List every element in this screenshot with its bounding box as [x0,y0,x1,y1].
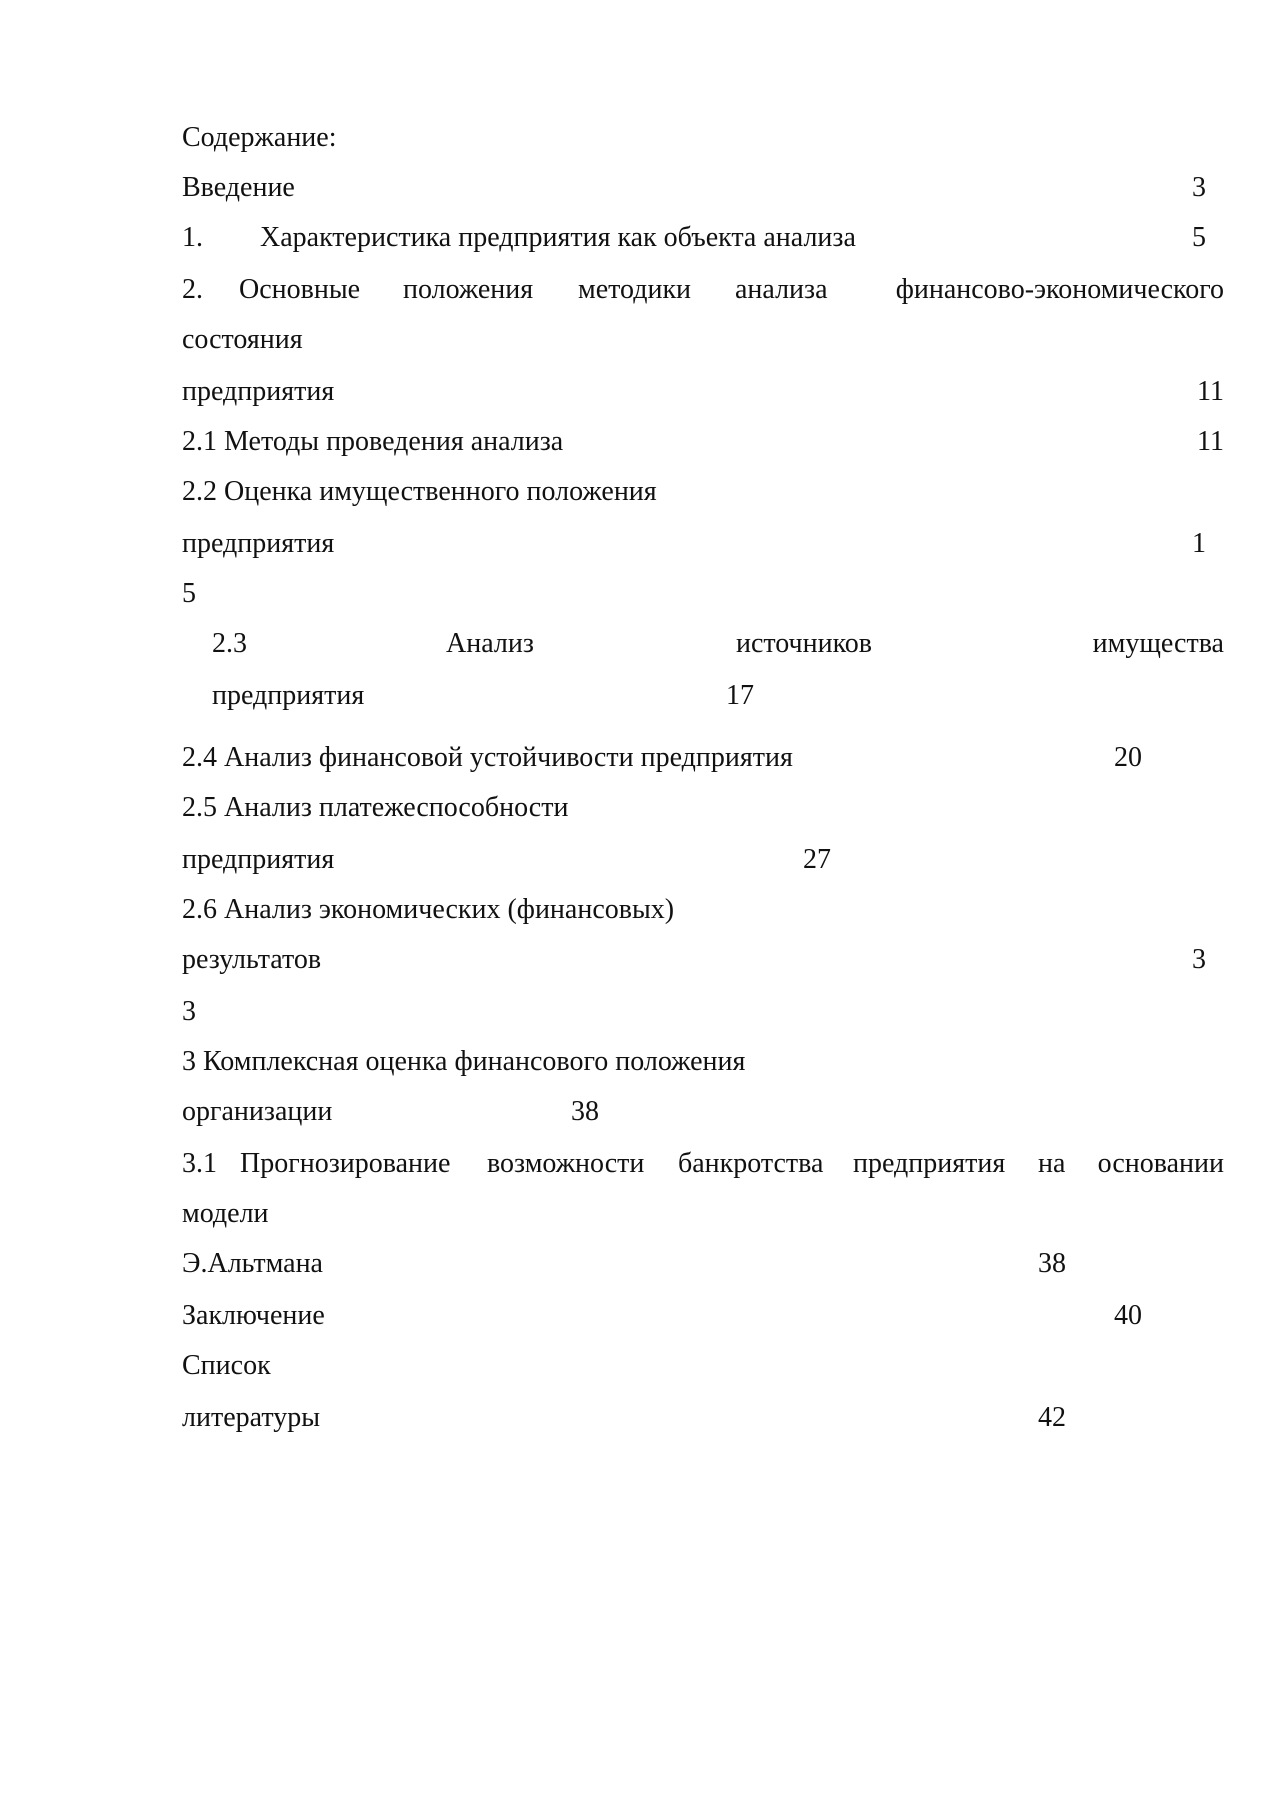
toc-s2-line3: предприятия [182,376,335,407]
toc-s23-line2: предприятия [212,680,365,711]
toc-s2-word: положения [403,274,534,305]
toc-s26-line1: 2.6 Анализ экономических (финансовых) [182,894,675,925]
toc-intro-label: Введение [182,172,295,203]
toc-s31-line2: модели [182,1198,269,1229]
toc-s31-word: предприятия [853,1148,1006,1179]
toc-s24-label: 2.4 Анализ финансовой устойчивости предприятия [182,742,793,773]
toc-s23-word: имущества [1092,628,1224,659]
toc-s1-number: 1. [182,222,203,253]
toc-s23-page: 17 [726,680,754,711]
toc-s31-page: 38 [1038,1248,1066,1279]
toc-s24-page: 20 [1114,742,1142,773]
toc-s31-line3: Э.Альтмана [182,1248,323,1279]
toc-heading: Содержание: [182,122,337,153]
toc-s1-label: Характеристика предприятия как объекта анализа [260,222,856,253]
toc-s1-page: 5 [1192,222,1206,253]
toc-s31-word: 3.1 [182,1148,217,1179]
toc-s22-page-part2: 5 [182,578,196,609]
toc-s31-word: основании [1097,1148,1224,1179]
toc-s23-word: источников [736,628,873,659]
toc-s31-word: банкротства [678,1148,824,1179]
toc-s2-line2: состояния [182,324,303,355]
toc-s2-page: 11 [1197,376,1224,407]
toc-s2-word: Основные [239,274,361,305]
toc-s3-line1: 3 Комплексная оценка финансового положения [182,1046,746,1077]
toc-s26-page-part2: 3 [182,996,196,1027]
toc-s23-word: Анализ [446,628,534,659]
toc-s23-word: 2.3 [212,628,247,659]
toc-s25-page: 27 [803,844,831,875]
toc-s31-word: возможности [487,1148,645,1179]
toc-s2-word: анализа [735,274,828,305]
toc-intro-page: 3 [1192,172,1206,203]
toc-s21-page: 11 [1197,426,1224,457]
toc-s2-word: финансово-экономического [895,274,1224,305]
toc-refs-line2: литературы [182,1402,321,1433]
toc-conclusion-page: 40 [1114,1300,1142,1331]
toc-s21-label: 2.1 Методы проведения анализа [182,426,564,457]
toc-s2-word: 2. [182,274,203,305]
toc-refs-page: 42 [1038,1402,1066,1433]
toc-s22-line1: 2.2 Оценка имущественного положения [182,476,657,507]
toc-s26-line2: результатов [182,944,322,975]
toc-s3-line2: организации [182,1096,333,1127]
toc-s22-line2: предприятия [182,528,335,559]
toc-s22-page-part1: 1 [1192,528,1206,559]
toc-conclusion-label: Заключение [182,1300,325,1331]
toc-s25-line1: 2.5 Анализ платежеспособности [182,792,569,823]
toc-s2-word: методики [578,274,692,305]
toc-s25-line2: предприятия [182,844,335,875]
toc-s31-word: на [1038,1148,1066,1179]
toc-s3-page: 38 [571,1096,599,1127]
toc-s26-page-part1: 3 [1192,944,1206,975]
toc-s31-word: Прогнозирование [240,1148,451,1179]
toc-refs-line1: Список [182,1350,271,1381]
